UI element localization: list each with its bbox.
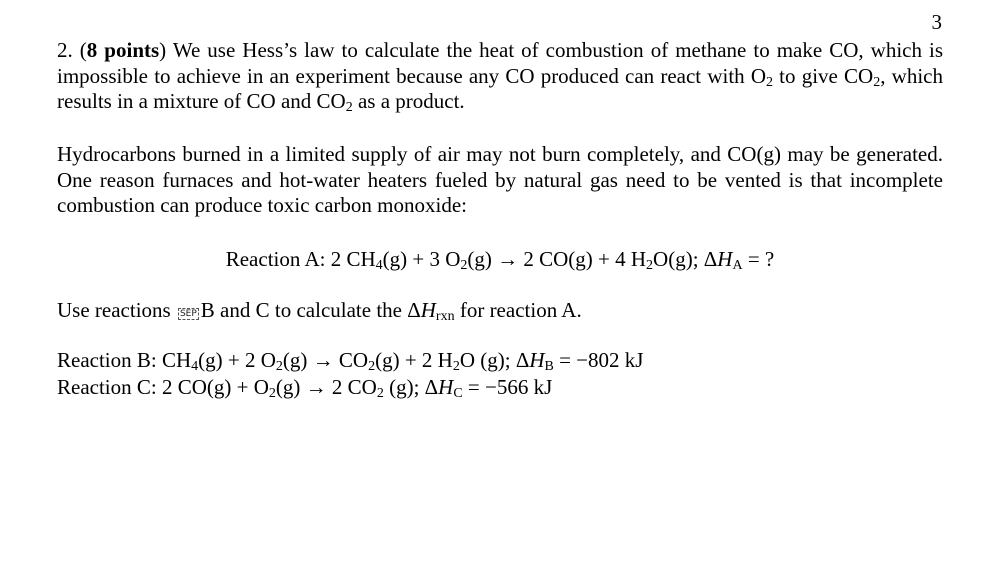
question-intro-paragraph: 2. (8 points) We use Hess’s law to calculate the heat of combustion of methane to make CO, which is impossible to achieve in an experiment because any CO produced can react with $O_2$ to give $CO_2$, which results in a mixture of CO and $CO_2$ as a product. <box>57 38 944 115</box>
reaction-a-equation: Reaction A: 2 $CH_4(g) + 3$ $O_2(g) \to 2$ CO(g) + 4 $H_2O(g)$; $\Delta H_A$ = ? <box>225 247 775 273</box>
sep-placeholder-glyph: SEP <box>179 309 197 319</box>
question-points: 8 points <box>86 38 160 62</box>
reaction-b-equation: Reaction B: $CH_4(g) + 2$ $O_2(g) \to CO_2(g) + 2$ $H_2O$ (g); $\Delta H_B = -802$ kJ <box>57 348 644 374</box>
reaction-c-equation: Reaction C: 2 $CO(g) + O_2(g) \to 2$ $CO_2$ (g); $\Delta H_C = -566$ kJ <box>57 375 553 401</box>
question-number: 2. <box>57 38 73 62</box>
instruction-line: Use reactions SEP B and C to calculate the $\Delta H_{rxn}$ for reaction A. <box>57 298 582 324</box>
page-number: 3 <box>931 10 942 34</box>
context-paragraph: Hydrocarbons burned in a limited supply of air may not burn completely, and CO(g) may be generated. One reason furnaces and hot-water heaters fueled by natural gas need to be vented is that incomplete combustion can produce toxic carbon monoxide: <box>57 142 943 217</box>
